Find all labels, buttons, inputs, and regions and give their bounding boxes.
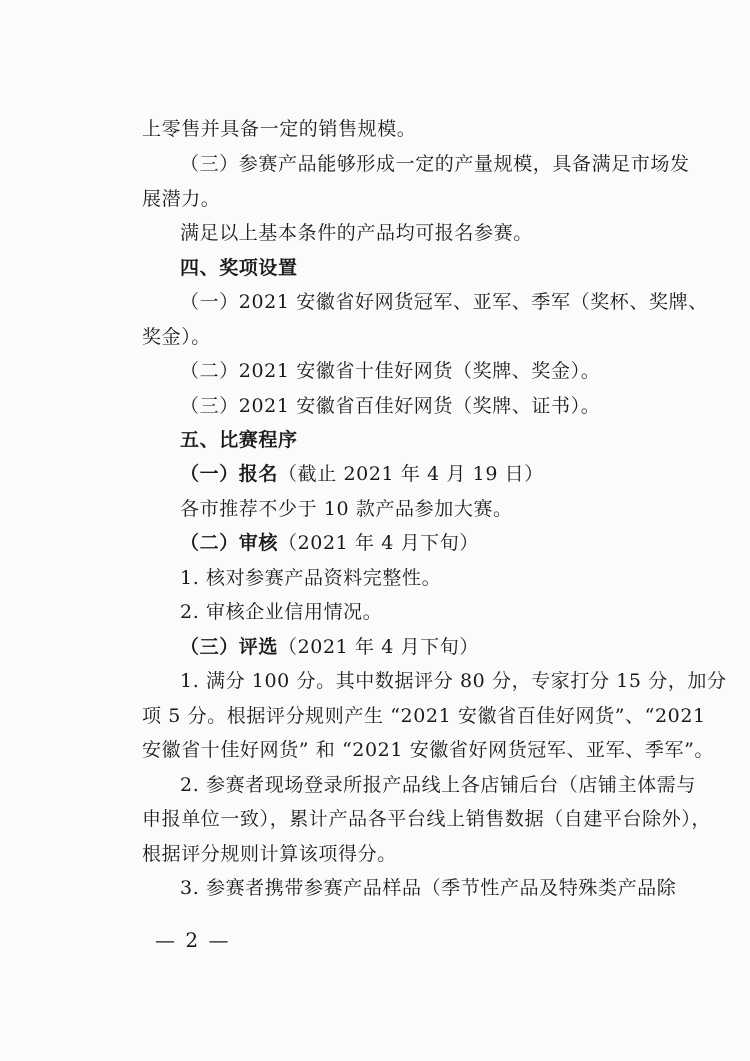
text-line-selection-2: 2. 参赛者现场登录所报产品线上各店铺后台（店铺主体需与 (180, 774, 696, 796)
text-line-selection-1: 1. 满分 100 分。其中数据评分 80 分，专家打分 15 分，加分 (180, 670, 727, 692)
subsection-selection-label: （三）评选 (180, 636, 279, 658)
text-line-review-2: 2. 审核企业信用情况。 (180, 601, 383, 623)
text-line-selection-3: 3. 参赛者携带参赛产品样品（季节性产品及特殊类产品除 (180, 877, 677, 899)
text-line-award-1-cont: 奖金）。 (142, 326, 211, 348)
text-line-selection-2-cont2: 根据评分规则计算该项得分。 (142, 843, 397, 865)
text-line-selection-1-cont: 项 5 分。根据评分规则产生 “2021 安徽省百佳好网货”、“2021 (142, 705, 706, 727)
text-line-3: 展潜力。 (142, 188, 221, 210)
subsection-review-label: （二）审核 (180, 532, 279, 554)
section-heading-procedure: 五、比赛程序 (180, 429, 298, 451)
text-line-award-3: （三）2021 安徽省百佳好网货（奖牌、证书）。 (180, 395, 601, 417)
text-line-selection-1-cont2: 安徽省十佳好网货” 和 “2021 安徽省好网货冠军、亚军、季军”。 (142, 739, 715, 761)
text-line-2: （三）参赛产品能够形成一定的产量规模，具备满足市场发 (180, 153, 690, 175)
page-number: — 2 — (155, 928, 231, 952)
text-line-4: 满足以上基本条件的产品均可报名参赛。 (180, 222, 533, 244)
subsection-selection (180, 635, 750, 659)
subsection-signup-label: （一）报名 (180, 463, 279, 485)
subsection-review-detail: （2021 年 4 月下旬） (278, 532, 479, 554)
subsection-signup-detail: （截止 2021 年 4 月 19 日） (278, 463, 544, 485)
text-line-review-1: 1. 核对参赛产品资料完整性。 (180, 567, 442, 589)
text-line-1: 上零售并具备一定的销售规模。 (142, 118, 417, 140)
subsection-review (180, 531, 750, 555)
text-line-signup: 各市推荐不少于 10 款产品参加大赛。 (180, 498, 513, 520)
text-line-award-2: （二）2021 安徽省十佳好网货（奖牌、奖金）。 (180, 360, 601, 382)
subsection-selection-detail: （2021 年 4 月下旬） (278, 636, 479, 658)
text-line-selection-2-cont: 申报单位一致），累计产品各平台线上销售数据（自建平台除外）， (142, 808, 712, 830)
section-heading-awards: 四、奖项设置 (180, 257, 298, 279)
subsection-signup (180, 462, 750, 486)
text-line-award-1: （一）2021 安徽省好网货冠军、亚军、季军（奖杯、奖牌、 (180, 291, 708, 313)
